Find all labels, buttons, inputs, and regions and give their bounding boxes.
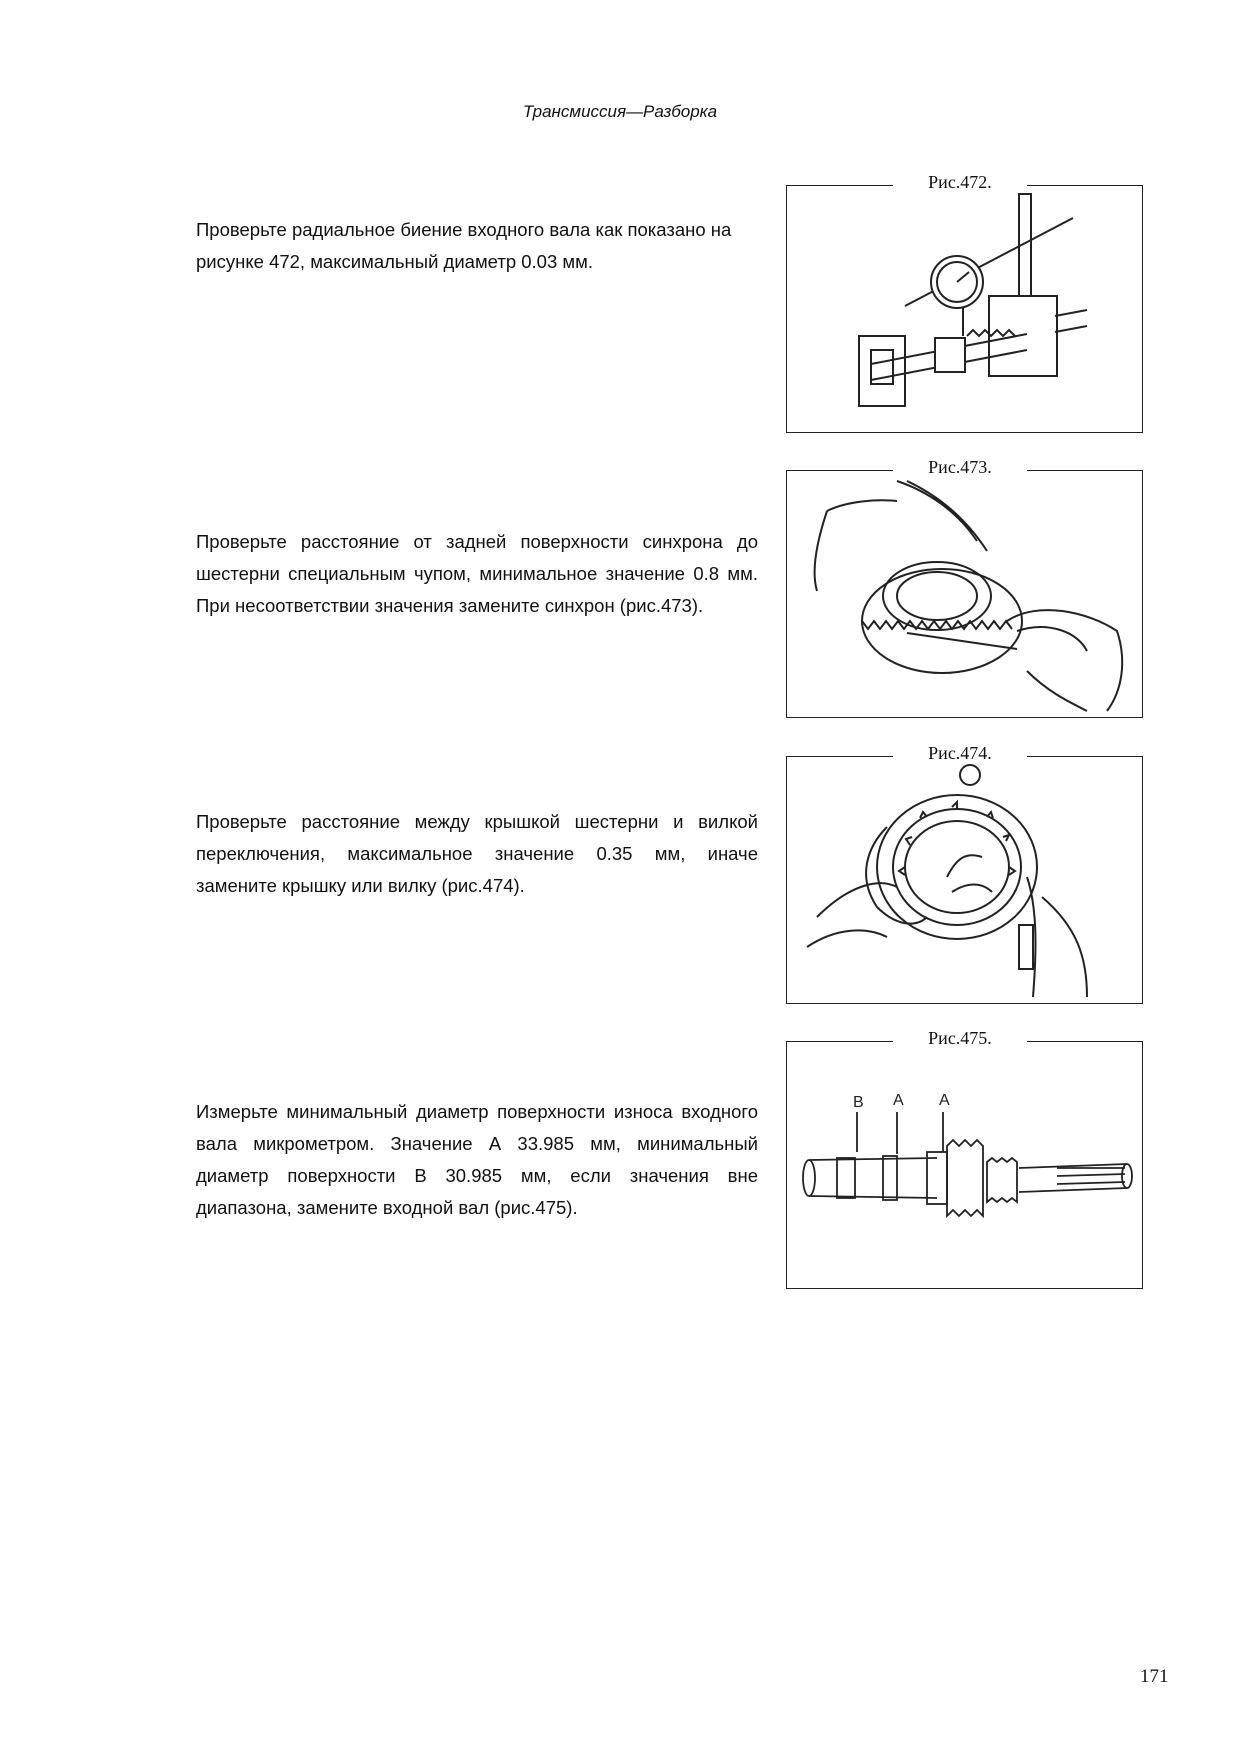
page-number: 171: [1140, 1666, 1169, 1687]
figure-472: [786, 172, 1143, 433]
label-a-2: A: [939, 1092, 950, 1109]
dial-indicator-illustration: [787, 186, 1144, 434]
paragraph-radial-runout: Проверьте радиальное биение входного вала как показано на рисунке 472, максимальный диаметр 0.03 мм.: [196, 219, 732, 272]
paragraph-synchro-clearance: Проверьте расстояние от задней поверхности синхрона до шестерни специальным чупом, минимальное значение 0.8 мм. При несоответствии значения замените синхрон (рис.473).: [196, 531, 758, 616]
figure-474: [786, 743, 1143, 1004]
running-header: Трансмиссия—Разборка: [522, 102, 718, 121]
figure-caption: Рис.473.: [893, 457, 1027, 478]
figure-caption: Рис.474.: [893, 743, 1027, 764]
input-shaft-illustration: [787, 1042, 1144, 1290]
gear-cover-illustration: [787, 757, 1144, 1005]
label-a-1: A: [893, 1092, 904, 1109]
figure-473: [786, 457, 1143, 718]
feeler-gauge-illustration: [787, 471, 1144, 719]
figure-475: [786, 1028, 1143, 1289]
paragraph-fork-clearance: Проверьте расстояние между крышкой шестерни и вилкой переключения, максимальное значение 0.35 мм, иначе замените крышку или вилку (рис.474).: [196, 811, 758, 896]
paragraph-shaft-diameter: Измерьте минимальный диаметр поверхности износа входного вала микрометром. Значение А 33.985 мм, минимальный диаметр поверхности В 30.985 мм, если значения вне диапазона, замените входной вал (рис.475).: [196, 1101, 758, 1218]
figure-caption: Рис.472.: [893, 172, 1027, 193]
figure-caption: Рис.475.: [893, 1028, 1027, 1049]
label-b: B: [853, 1094, 864, 1111]
